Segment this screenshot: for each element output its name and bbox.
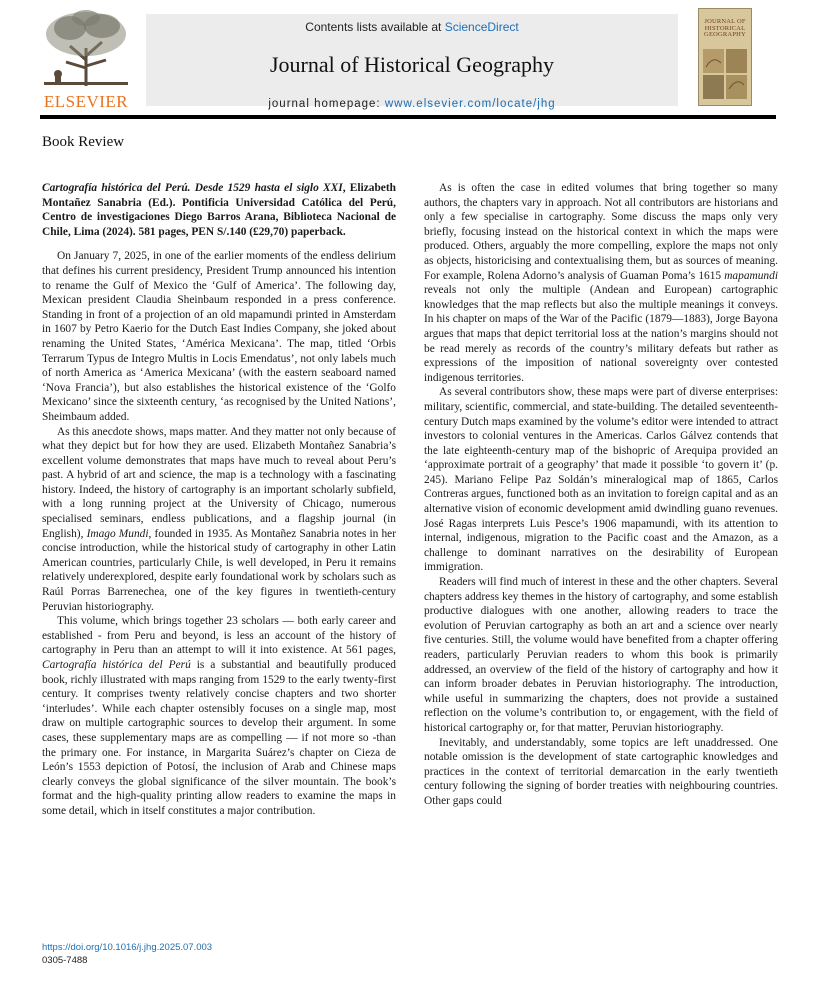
mapamundi-italic: mapamundi [724, 269, 778, 282]
tree-emblem-icon [40, 8, 132, 90]
journal-header [40, 8, 776, 110]
left-p2-text-b: , founded in 1935. As Montañez Sanabria notes in her concise introduction, while the historical study of cartography in other Latin American countries, particularly Chile, is well developed, in Peru it remains relatively underexplored, despite early foundational work by scholars such as Raúl Porras Barrenechea, one of the key figures in twentieth-century Peruvian historiography. [42, 527, 396, 613]
right-p1-text-b: reveals not only the multiple (Andean and European) cartographic knowledges that the map reflects but also the multiple meanings it conveys. In his chapter on maps of the War of the Pacific (1879—1883), Jorge Bayona argues that maps that depict territorial loss at the nation’s margins should not be read merely as records of the country’s military defeats but rather as expressions of the imposition of national sovereignty over contested indigenous territories. [424, 284, 778, 384]
journal-name-imago-mundi: Imago Mundi [86, 527, 149, 540]
left-column [42, 181, 396, 819]
journal-title: Journal of Historical Geography [269, 52, 555, 77]
left-paragraph-1: On January 7, 2025, in one of the earlier moments of the endless delirium that defines his current presidency, President Trump announced his intention to rename the Gulf of Mexico the ‘Gulf of America’. The following day, Mexican president Claudia Sheinbaum responded in a press conference. Standing in front of a projection of an old mapamundi printed in Amsterdam in 1607 by Petro Kaerio for the Dutch East Indies Company, she joked about renaming the United States, ‘América Mexicana’. The map, titled ‘Orbis Terrarum Typus de Integro Multis in Locis Emendatus’, not only labels much of north America as ‘America Mexicana’ (with the eastern seaboard named ‘Nova Francia’), but also establishes the historical existence of the ‘Golfo Mexicano’ since the sixteenth century, ‘as recognised by the United Nations’, Sheimbaum added. [42, 250, 396, 423]
sciencedirect-link[interactable]: ScienceDirect [444, 20, 519, 34]
journal-banner [146, 14, 678, 110]
issn: 0305-7488 [42, 955, 88, 966]
publisher-name: ELSEVIER [43, 92, 129, 111]
left-p2-text-a: As this anecdote shows, maps matter. And they matter not only because of what they depict but for how they are used. Elizabeth Montañez Sanabria’s excellent volume demonstrates that maps have much to reveal about Peru’s past. A hybrid of art and science, the map is a technology with a fascinating history. Indeed, the history of cartography is an important scholarly subfield, with a long running project at the University of Chicago, numerous specialised seminars, endless publications, and a flagship journal (in English), [42, 425, 396, 540]
homepage-prefix: journal homepage: [268, 98, 385, 110]
right-p1-text-a: As is often the case in edited volumes that bring together so many authors, the chapters vary in approach. Not all contributors are historians and only a few specialise in cartography. Some discuss the maps only very briefly, focusing instead on the historical context in which the maps were produced. Others, arguably the more compelling, explore the maps not only as objects, historicising and contextualising them, but as sources of meaning. For example, Rolena Adorno’s analysis of Guaman Poma’s 1615 [424, 182, 778, 282]
doi-link[interactable]: https://doi.org/10.1016/j.jhg.2025.07.003 [42, 942, 213, 953]
section-label: Book Review [42, 134, 125, 150]
book-title-inline: Cartografía histórica del Perú [42, 659, 191, 671]
contents-prefix: Contents lists available at [305, 20, 445, 34]
right-paragraph-2: As several contributors show, these maps were part of diverse enterprises: military, scientific, commercial, and state-building. The detailed seventeenth-century Dutch maps examined by the volume’s editor were intended to attract investors to colonial ventures in the Americas. Carlos Gálvez contends that the late eighteenth-century map of the bishopric of Arequipa provided an ‘approximate portrait of a geography’ that made it possible ‘to govern it’ (p. 245). Mariano Felipe Paz Soldán’s mineralogical map of 1865, Carlos Contreras argues, functioned both as an invitation to foreign capital and as an alternative vision of economic development amid dwindling guano revenues. José Ragas interprets Luis Pesce’s 1906 mapamundi, with its attention to internal, indigenous, migration to the Pacific coast and the Amazon, as a challenge to dominant narratives on the desirability of European immigration. [424, 386, 778, 574]
right-paragraph-1 [424, 181, 778, 385]
book-citation [42, 181, 396, 239]
left-paragraph-3 [42, 614, 396, 818]
cover-title: JOURNAL OF HISTORICAL GEOGRAPHY [704, 18, 746, 38]
right-paragraph-4: Inevitably, and understandably, some topics are left unaddressed. One notable omission is the development of state cartographic knowledges and practices in the context of territorial demarcation in the early twentieth century following the signing of border treaties with neighbouring countries. Other gaps could [424, 736, 778, 807]
left-p3-text-b: is a substantial and beautifully produced book, richly illustrated with maps ranging from 1529 to the early twenty-first century. It comprises twenty relatively concise chapters and two shorter ‘interludes’. While each chapter ostensibly focuses on a single map, most draw on multiple cartographic sources to develop their argument. In some cases, these supplementary maps are as compelling — if not more so -than the primary one. For instance, in Margarita Suárez’s chapter on Cieza de León’s 1553 depiction of Potosí, the inclusion of Arab and Chinese maps clearly conveys the global significance of the silver mountain. The book’s format and the high-quality printing allow readers to examine the maps in some detail, which in itself constitutes a major contribution. [42, 659, 396, 817]
contents-line [146, 20, 678, 34]
header-rule [40, 115, 776, 119]
elsevier-logo [40, 8, 132, 111]
journal-homepage [146, 98, 678, 110]
journal-cover-thumbnail[interactable] [698, 8, 752, 106]
left-paragraph-2 [42, 425, 396, 615]
right-paragraph-3: Readers will find much of interest in these and the other chapters. Several chapters address key themes in the history of cartography, and some establish productive dialogues with one another, allowing readers to trace the evolution of Peruvian cartography as both an art and a science over nearly five centuries. Still, the volume would have benefited from a chapter offering readers, particularly Peruvian readers to whom this book is primarily addressed, an overview of the field of the history of cartography and how it can inform broader debates in Peruvian historiography. The introduction, while useful in summarizing the chapters, does not provide a sustained reflection on the volume’s contribution to, or engagement, with the field of historical cartography or, for that matter, Peruvian historiography. [424, 576, 778, 734]
right-column [424, 181, 778, 809]
cover-map-art-icon [703, 49, 747, 99]
book-title: Cartografía histórica del Perú. Desde 1529 hasta el siglo XXI [42, 182, 343, 194]
book-details: , Elizabeth Montañez Sanabria (Ed.). Pontificia Universidad Católica del Perú, Centro de investigaciones Diego Barros Arana, Biblioteca Nacional de Chile, Lima (2024). 581 pages, PEN S/.140 (£29,70) paperback. [42, 182, 396, 238]
left-p3-text-a: This volume, which brings together 23 scholars — both early career and established - from Peru and beyond, is less an account of the history of cartography in Peru than an attempt to will it into existence. At 561 pages, [42, 615, 396, 657]
homepage-link[interactable]: www.elsevier.com/locate/jhg [384, 98, 556, 110]
